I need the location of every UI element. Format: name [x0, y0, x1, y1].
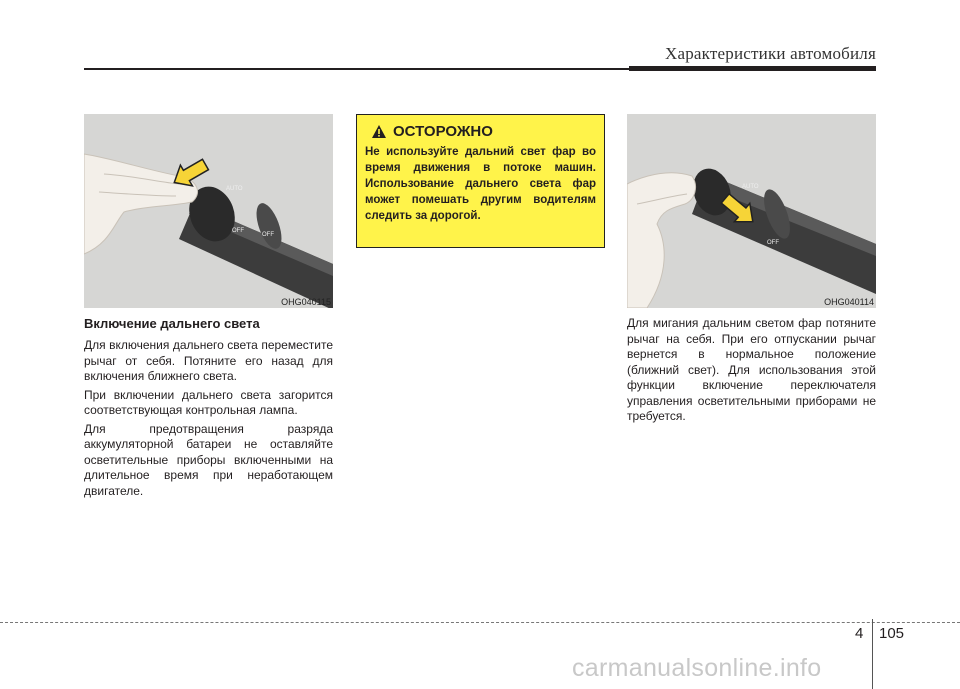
section-heading: Включение дальнего света: [84, 316, 260, 331]
warning-box: [356, 114, 605, 248]
svg-text:OFF: OFF: [232, 228, 244, 234]
figure-high-beam-flash: [627, 114, 876, 308]
page-number: 105: [879, 625, 905, 642]
svg-text:AUTO: AUTO: [742, 184, 759, 190]
stalk-pull-illustration: [627, 114, 876, 308]
paragraph: При включении дальнего света загорится соответствующая контрольная лампа.: [84, 387, 333, 417]
chapter-number: 4: [855, 625, 864, 642]
figure-high-beam-push: [84, 114, 333, 308]
svg-text:OFF: OFF: [262, 232, 274, 238]
footer-divider: [0, 622, 960, 623]
page-header-title: Характеристики автомобиля: [665, 44, 876, 63]
paragraph: Для включения дальнего света переместите рычаг от себя. Потяните его назад для включения ближнего света.: [84, 338, 333, 383]
figure-code: OHG040115: [281, 297, 331, 307]
warning-text: Не используйте дальний свет фар во время движения в потоке машин. Использование дальнего света фар может помешать другим водителям следить за дорогой.: [365, 146, 596, 222]
header-rule-accent: [629, 66, 876, 71]
right-column-text: [627, 316, 876, 428]
page-number-separator: [872, 619, 873, 689]
watermark: carmanualsonline.info: [572, 654, 822, 682]
warning-title: ОСТОРОЖНО: [393, 123, 493, 140]
stalk-push-illustration: [84, 114, 333, 308]
figure-code: OHG040114: [824, 297, 874, 307]
warning-icon: [371, 124, 387, 139]
left-column-text: [84, 338, 333, 502]
paragraph: Для мигания дальним светом фар потяните рычаг на себя. При его отпускании рычаг вернется в нормальное положение (ближний свет). Для использования этой функции включение переключателя управления осветительными приборами не требуется.: [627, 316, 876, 423]
svg-text:AUTO: AUTO: [226, 186, 243, 192]
paragraph: Для предотвращения разряда аккумуляторной батареи не оставляйте осветительные приборы включенными на длительное время при неработающем двигателе.: [84, 421, 333, 498]
svg-text:OFF: OFF: [767, 240, 779, 246]
